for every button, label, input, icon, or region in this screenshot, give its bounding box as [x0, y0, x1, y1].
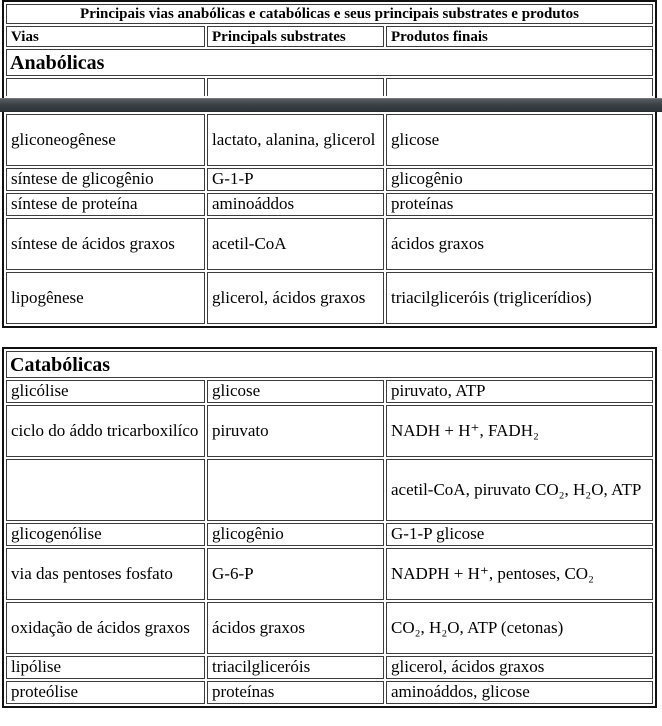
- cell-product: acetil-CoA, piruvato CO₂, H₂O, ATP: [386, 459, 653, 521]
- table-row: [6, 193, 653, 216]
- table-row: [6, 78, 653, 96]
- table-row: [6, 380, 653, 403]
- table-row: [6, 114, 653, 166]
- cell-substrate: glicerol, ácidos graxos: [207, 272, 384, 324]
- cell-substrate: acetil-CoA: [207, 218, 384, 270]
- cell-via: síntese de ácidos graxos: [6, 218, 205, 270]
- cell-via: glicogenólise: [6, 523, 205, 546]
- cell-via: [6, 459, 205, 521]
- cell-substrate: lactato, alanina, glicerol: [207, 114, 384, 166]
- cell-via: [6, 78, 205, 96]
- anabolic-table-header: [2, 0, 657, 98]
- cell-product: glicerol, ácidos graxos: [386, 656, 653, 679]
- section-label-anabolicas: Anabólicas: [6, 49, 653, 76]
- table-row: [6, 656, 653, 679]
- table-row: [6, 405, 653, 457]
- cell-substrate: ácidos graxos: [207, 602, 384, 654]
- cell-via: lipogênese: [6, 272, 205, 324]
- table-gap: [0, 328, 662, 347]
- cell-product: NADH + H⁺, FADH₂: [386, 405, 653, 457]
- cell-via: via das pentoses fosfato: [6, 548, 205, 600]
- table-title: Principais vias anabólicas e catabólicas e seus principais substrates e produtos: [6, 4, 653, 24]
- cell-product: NADPH + H⁺, pentoses, CO₂: [386, 548, 653, 600]
- column-header-vias: Vias: [6, 26, 205, 47]
- cell-product: piruvato, ATP: [386, 380, 653, 403]
- cell-product: CO₂, H₂O, ATP (cetonas): [386, 602, 653, 654]
- section-header-row: [6, 351, 653, 378]
- cell-substrate: glicogênio: [207, 523, 384, 546]
- cell-substrate: [207, 78, 384, 96]
- cell-via: lipólise: [6, 656, 205, 679]
- cell-substrate: G-1-P: [207, 168, 384, 191]
- table-row: [6, 168, 653, 191]
- cell-substrate: G-6-P: [207, 548, 384, 600]
- column-header-substrates: Principals substrates: [207, 26, 384, 47]
- table-row: [6, 218, 653, 270]
- cell-via: síntese de proteína: [6, 193, 205, 216]
- column-header-row: [6, 26, 653, 47]
- cell-product: aminoáddos, glicose: [386, 681, 653, 704]
- column-header-produtos: Produtos finais: [386, 26, 653, 47]
- cell-substrate: triacilgliceróis: [207, 656, 384, 679]
- cell-product: G-1-P glicose: [386, 523, 653, 546]
- table-row: [6, 459, 653, 521]
- cell-substrate: [207, 459, 384, 521]
- cell-via: oxidação de ácidos graxos: [6, 602, 205, 654]
- cell-product: ácidos graxos: [386, 218, 653, 270]
- cell-via: síntese de glicogênio: [6, 168, 205, 191]
- cell-product: proteínas: [386, 193, 653, 216]
- cell-via: gliconeogênese: [6, 114, 205, 166]
- cell-substrate: piruvato: [207, 405, 384, 457]
- cell-substrate: proteínas: [207, 681, 384, 704]
- cell-substrate: glicose: [207, 380, 384, 403]
- cell-product: glicose: [386, 114, 653, 166]
- table-row: [6, 272, 653, 324]
- section-header-row: [6, 49, 653, 76]
- table-row: [6, 602, 653, 654]
- cell-substrate: aminoáddos: [207, 193, 384, 216]
- cell-product: [386, 78, 653, 96]
- table-row: [6, 681, 653, 704]
- table-title-row: [6, 4, 653, 24]
- page-break-bar: [0, 98, 662, 112]
- anabolic-table-body: [2, 112, 657, 328]
- catabolic-table: [2, 347, 657, 708]
- table-row: [6, 548, 653, 600]
- section-label-catabolicas: Catabólicas: [6, 351, 653, 378]
- cell-via: ciclo do áddo tricarboxilíco: [6, 405, 205, 457]
- cell-via: proteólise: [6, 681, 205, 704]
- cell-via: glicólise: [6, 380, 205, 403]
- table-row: [6, 523, 653, 546]
- cell-product: triacilgliceróis (triglicerídios): [386, 272, 653, 324]
- cell-product: glicogênio: [386, 168, 653, 191]
